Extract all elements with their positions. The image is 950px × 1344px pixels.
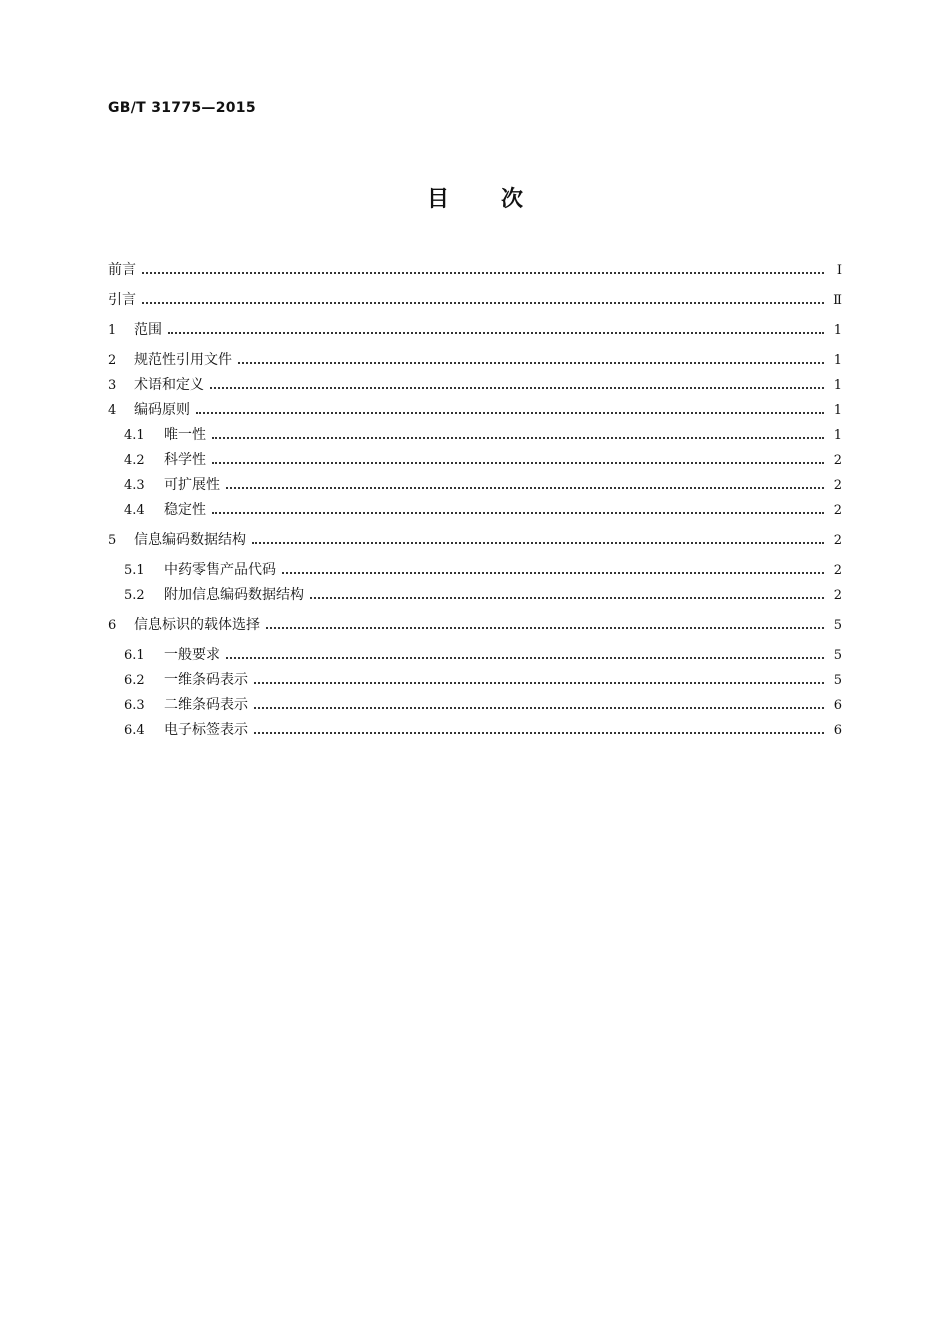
- toc-entry-6-2[interactable]: [108, 668, 842, 693]
- toc-entry-page: 1: [833, 378, 842, 393]
- toc-entry-number: 5.2: [124, 588, 145, 603]
- toc-entry-number: 1: [108, 323, 117, 338]
- toc-entry-number: 4.1: [124, 428, 145, 443]
- toc-entry-5-2[interactable]: [108, 583, 842, 608]
- toc-entry-page: Ⅰ: [836, 263, 842, 278]
- dot-leader: [142, 262, 824, 274]
- toc-entry-page: 2: [833, 478, 842, 493]
- page-title: [0, 182, 950, 213]
- toc-entry-number: 3: [108, 378, 117, 393]
- toc-entry-page: 5: [833, 648, 842, 663]
- toc-entry-2[interactable]: [108, 348, 842, 373]
- toc-entry-number: 5: [108, 533, 117, 548]
- dot-leader: [254, 722, 824, 734]
- toc-entry-page: 6: [833, 723, 842, 738]
- toc-entry-number: 6.2: [124, 673, 145, 688]
- toc-entry-label: 中药零售产品代码: [164, 562, 276, 578]
- toc-entry-page: 2: [833, 533, 842, 548]
- toc-entry-4-2[interactable]: [108, 448, 842, 473]
- toc-entry-number: 6.4: [124, 723, 145, 738]
- toc-entry-page: 2: [833, 503, 842, 518]
- toc-entry-4-4[interactable]: [108, 498, 842, 523]
- toc-entry-label: 科学性: [164, 452, 206, 468]
- dot-leader: [142, 292, 824, 304]
- toc-entry-page: 1: [833, 323, 842, 338]
- dot-leader: [252, 532, 824, 544]
- toc-entry-number: 4.4: [124, 503, 145, 518]
- dot-leader: [254, 672, 824, 684]
- toc-entry-6-1[interactable]: [108, 643, 842, 668]
- toc-entry-label: 电子标签表示: [164, 722, 248, 738]
- toc-entry-page: 6: [833, 698, 842, 713]
- toc-entry-4-1[interactable]: [108, 423, 842, 448]
- toc-entry-number: 4.2: [124, 453, 145, 468]
- dot-leader: [238, 352, 824, 364]
- dot-leader: [210, 377, 824, 389]
- toc-entry-page: 2: [833, 563, 842, 578]
- toc-entry-label: 信息标识的载体选择: [134, 617, 260, 633]
- dot-leader: [254, 697, 824, 709]
- toc-entry-4[interactable]: [108, 398, 842, 423]
- toc-entry-label: 稳定性: [164, 502, 206, 518]
- toc-entry-6[interactable]: [108, 613, 842, 638]
- table-of-contents: [108, 258, 842, 743]
- toc-entry-4-3[interactable]: [108, 473, 842, 498]
- toc-entry-label: 编码原则: [134, 402, 190, 418]
- toc-entry-label: 术语和定义: [134, 377, 204, 393]
- dot-leader: [282, 562, 824, 574]
- toc-entry-3[interactable]: [108, 373, 842, 398]
- toc-entry-page: 5: [833, 618, 842, 633]
- title-char-2: 次: [501, 187, 524, 212]
- toc-entry-5[interactable]: [108, 528, 842, 553]
- toc-entry-number: 5.1: [124, 563, 145, 578]
- toc-entry-page: 1: [833, 353, 842, 368]
- toc-entry-number: 6.1: [124, 648, 145, 663]
- toc-entry-page: 1: [833, 428, 842, 443]
- toc-entry-number: 4: [108, 403, 117, 418]
- toc-entry-label: 二维条码表示: [164, 697, 248, 713]
- toc-entry-label: 范围: [134, 322, 162, 338]
- toc-entry-number: 6.3: [124, 698, 145, 713]
- toc-entry-page: 2: [833, 453, 842, 468]
- toc-entry-6-4[interactable]: [108, 718, 842, 743]
- toc-entry-number: 2: [108, 353, 117, 368]
- dot-leader: [226, 477, 824, 489]
- toc-entry-1[interactable]: [108, 318, 842, 343]
- toc-entry-label: 附加信息编码数据结构: [164, 587, 304, 603]
- toc-entry-label: 唯一性: [164, 427, 206, 443]
- dot-leader: [168, 322, 824, 334]
- toc-entry-page: 1: [833, 403, 842, 418]
- dot-leader: [310, 587, 824, 599]
- standard-code: GB/T 31775—2015: [108, 100, 256, 116]
- dot-leader: [212, 452, 824, 464]
- toc-entry-number: 6: [108, 618, 117, 633]
- toc-entry-label: 规范性引用文件: [134, 352, 232, 368]
- toc-entry-introduction[interactable]: [108, 288, 842, 313]
- dot-leader: [212, 427, 824, 439]
- dot-leader: [212, 502, 824, 514]
- toc-entry-page: Ⅱ: [833, 293, 842, 308]
- toc-entry-6-3[interactable]: [108, 693, 842, 718]
- toc-entry-label: 前言: [108, 262, 136, 278]
- toc-entry-label: 一维条码表示: [164, 672, 248, 688]
- toc-entry-5-1[interactable]: [108, 558, 842, 583]
- dot-leader: [266, 617, 824, 629]
- toc-entry-page: 2: [833, 588, 842, 603]
- toc-entry-page: 5: [833, 673, 842, 688]
- toc-entry-label: 信息编码数据结构: [134, 532, 246, 548]
- toc-entry-label: 一般要求: [164, 647, 220, 663]
- dot-leader: [196, 402, 824, 414]
- dot-leader: [226, 647, 824, 659]
- toc-entry-label: 引言: [108, 292, 136, 308]
- toc-entry-number: 4.3: [124, 478, 145, 493]
- toc-entry-label: 可扩展性: [164, 477, 220, 493]
- title-char-1: 目: [426, 187, 449, 212]
- toc-entry-foreword[interactable]: [108, 258, 842, 283]
